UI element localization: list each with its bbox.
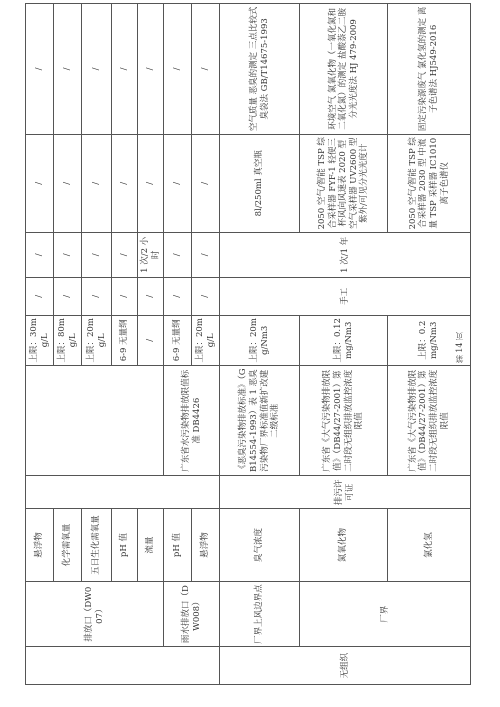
cell-limit: 6-9 无量纲 <box>164 315 192 365</box>
cell-instrument: 2050 空气/智能 TSP 综合采样器 FYF-1 轻便三杯风向风速表 2020 型 空气采样器 UV2600 型 紫外/可见分光光度计 <box>300 134 388 232</box>
cell-limit: 6-9 无量纲 <box>112 315 138 365</box>
cell-analysis-method: / <box>112 4 138 135</box>
cell-frequency: 1 次/2 小时 <box>138 232 164 277</box>
cell-instrument: / <box>112 134 138 232</box>
cell-outlet-dw008: 雨水排放口（DW008） <box>164 581 220 646</box>
cell-standard: 广东省《大气污染物排放限值》（DB44/27-2001）第二时段无组织排放监控浓度限值 <box>388 365 471 476</box>
cell-method: / <box>82 277 112 315</box>
cell-method: / <box>138 277 164 315</box>
cell-standard: 《恶臭污染物排放标准》（GB14554-1993）表 1 恶臭污染物厂界标准值新扩改建二级标准 <box>220 365 300 476</box>
cell-pollutant: pH 值 <box>164 509 192 582</box>
rotated-table-frame <box>25 3 470 685</box>
cell-limit: 上限：0.12mg/Nm3 <box>300 315 388 365</box>
cell-limit: 上限：20mg/Nm3 <box>220 315 300 365</box>
cell-analysis-method: / <box>164 4 192 135</box>
cell-method: / <box>164 277 192 315</box>
cell-method: / <box>192 277 220 315</box>
cell-pollutant: 氯化氢 <box>388 509 471 582</box>
cell-outlet-dw007: 排放口（DW007） <box>26 581 164 646</box>
cell-standard: 广东省水污染物排放限值标准 DB4426 <box>164 365 220 476</box>
cell-analysis-method: / <box>192 4 220 135</box>
cell-limit: 上限：80mg/L <box>54 315 82 365</box>
cell-analysis-method: / <box>82 4 112 135</box>
cell-analysis-method: / <box>26 4 54 135</box>
cell-standard <box>26 365 164 476</box>
cell-limit: 上限：30mg/L <box>26 315 54 365</box>
cell-instrument: / <box>26 134 54 232</box>
cell-limit: 上限：0.2mg/Nm3 <box>388 315 471 365</box>
cell-instrument: / <box>192 134 220 232</box>
cell-basis: 排污许可证 <box>220 476 471 509</box>
cell-frequency: / <box>112 232 138 277</box>
cell-method: / <box>26 277 54 315</box>
cell-category-fugitive: 无组织 <box>220 647 471 685</box>
cell-method: / <box>112 277 138 315</box>
cell-frequency: / <box>164 232 192 277</box>
cell-method: 手工 <box>220 277 471 315</box>
cell-frequency: / <box>192 232 220 277</box>
cell-method: / <box>54 277 82 315</box>
table-row <box>164 4 192 685</box>
cell-category-water <box>26 647 220 685</box>
cell-pollutant: 化学需氧量 <box>54 509 82 582</box>
cell-standard: 广东省《大气污染物排放限值》（DB44/27-2001）第二时段无组织排放监控浓度限值 <box>300 365 388 476</box>
cell-instrument: 2050 空气/智能 TSP 综合采样器 2030 型 中流量 TSP 采样器 IC1010 离子色谱仪 <box>388 134 471 232</box>
rotated-table-inner <box>25 3 470 685</box>
cell-limit: / <box>138 315 164 365</box>
cell-pollutant: 悬浮物 <box>192 509 220 582</box>
table-row <box>26 4 54 685</box>
cell-pollutant: 氮氧化物 <box>300 509 388 582</box>
cell-instrument: / <box>138 134 164 232</box>
cell-analysis-method: 固定污染源废气 氯化氢的测定 离子色谱法 HJ549-2016 <box>388 4 471 135</box>
cell-pollutant: pH 值 <box>112 509 138 582</box>
cell-analysis-method: 空气质量 恶臭的测定 三点比较式臭袋法 GB/T14675-1993 <box>220 4 300 135</box>
cell-pollutant: 悬浮物 <box>26 509 54 582</box>
cell-limit: 上限：20mg/L <box>192 315 220 365</box>
cell-instrument: 8l/250ml 真空瓶 <box>220 134 300 232</box>
table-row <box>300 4 388 685</box>
monitoring-table <box>25 3 471 685</box>
page-number: 第 14 页 <box>455 332 464 364</box>
cell-basis <box>26 476 220 509</box>
cell-instrument: / <box>54 134 82 232</box>
cell-analysis-method: 环境空气 氮氧化物（一氧化氮和二氧化氮）的测定 盐酸萘乙二胺分光光度法 HJ 479-2009 <box>300 4 388 135</box>
cell-analysis-method: / <box>138 4 164 135</box>
cell-pollutant: 五日生化需氧量 <box>82 509 112 582</box>
cell-frequency: / <box>82 232 112 277</box>
cell-frequency: / <box>26 232 54 277</box>
cell-point-upwind: 厂界上风边界点 <box>220 581 300 646</box>
cell-analysis-method: / <box>54 4 82 135</box>
cell-limit: 上限：20mg/L <box>82 315 112 365</box>
cell-point-boundary: 厂界 <box>300 581 471 646</box>
cell-frequency: / <box>54 232 82 277</box>
table-row <box>220 4 300 685</box>
cell-pollutant: 流量 <box>138 509 164 582</box>
cell-frequency: 1 次/1 年 <box>220 232 471 277</box>
cell-instrument: / <box>164 134 192 232</box>
cell-instrument: / <box>82 134 112 232</box>
cell-pollutant: 臭气浓度 <box>220 509 300 582</box>
